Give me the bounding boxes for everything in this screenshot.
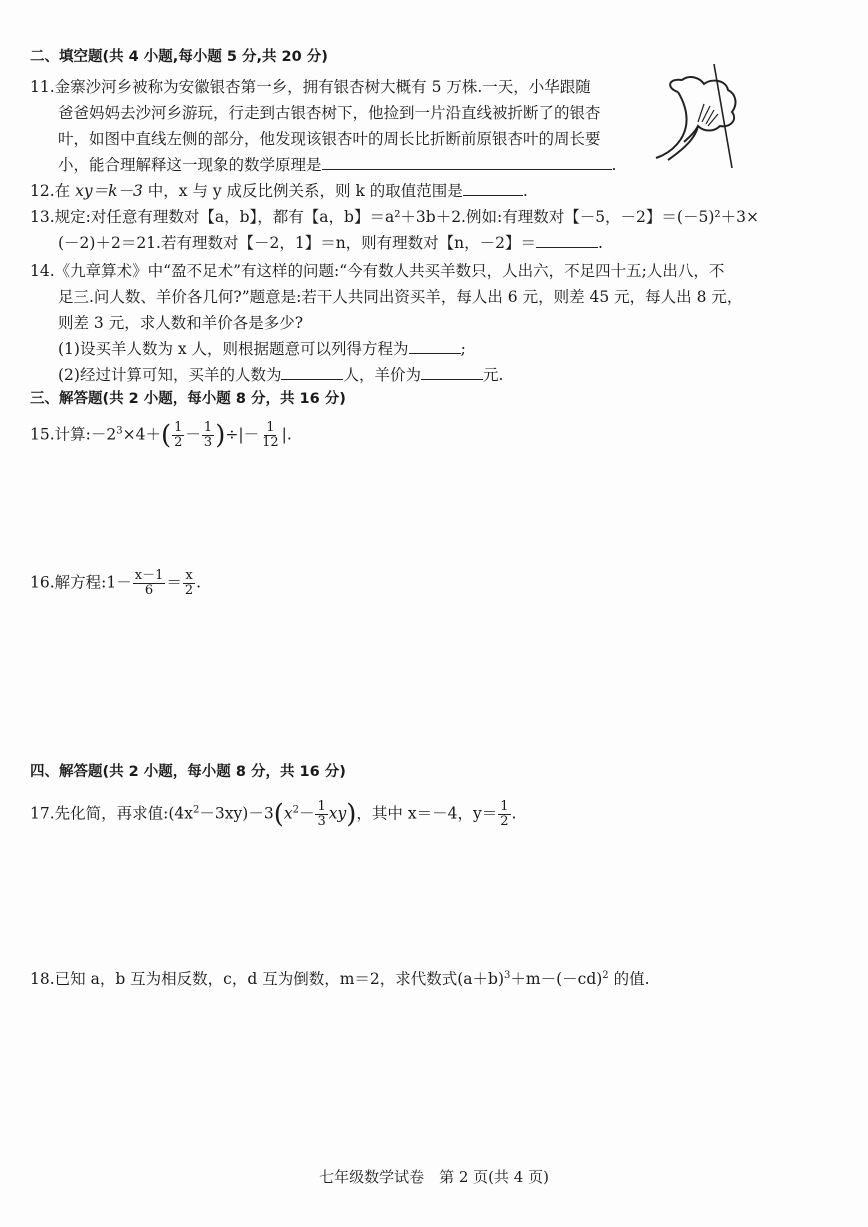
- q16-end: .: [196, 573, 202, 592]
- q17-end: .: [511, 804, 517, 823]
- q11-answer-blank[interactable]: [322, 155, 612, 170]
- q15-minus: －: [185, 425, 201, 444]
- q18-middle: ＋m－(－cd): [510, 970, 603, 989]
- q15-end: |.: [281, 425, 292, 444]
- ginkgo-leaf-figure: [648, 60, 758, 170]
- q14-sub-1: [58, 339, 466, 359]
- q15-right-paren: ): [215, 420, 226, 451]
- q17-part-1: －3xy)－3: [199, 804, 274, 823]
- q15-times: ×4＋: [122, 425, 161, 444]
- q15: [30, 421, 292, 450]
- q18: [30, 966, 650, 989]
- q14-sub-2: [58, 365, 503, 385]
- q14-line-3: 则差 3 元，求人数和羊价各是多少?: [58, 314, 304, 332]
- q14-sub-1-blank[interactable]: [409, 339, 461, 354]
- q13-text: (－2)＋2＝21.若有理数对【－2，1】＝n，则有理数对【n，－2】＝: [58, 234, 537, 252]
- q17-fraction-1: [315, 800, 327, 829]
- section-2-header: 二、填空题(共 4 小题,每小题 5 分,共 20 分): [30, 49, 328, 65]
- q16-f1-num: x－1: [134, 568, 164, 583]
- q16-fraction-1: [133, 569, 166, 598]
- q15-answer-area[interactable]: [30, 448, 830, 558]
- q15-fraction-2: [202, 421, 214, 450]
- q16-fraction-2: [183, 569, 195, 598]
- q15-f1-den: 2: [174, 435, 183, 450]
- q17-left-paren: (: [273, 799, 284, 830]
- q14-line-1: 14.《九章算术》中“盈不足术”有这样的问题:“今有数人共买羊数只，人出六，不足四十五;人出八，不: [30, 262, 725, 280]
- q13-line-2: [58, 233, 603, 253]
- q11-line-2: 爸爸妈妈去沙河乡游玩，行走到古银杏树下，他捡到一片沿直线被折断了的银杏: [58, 104, 601, 122]
- q17-f1-num: 1: [317, 799, 326, 814]
- q17-f2-num: 1: [500, 799, 509, 814]
- q11-line-1: 11.金寨沙河乡被称为安徽银杏第一乡，拥有银杏树大概有 5 万株.一天，小华跟随: [30, 78, 591, 96]
- q15-f3-num: 1: [266, 420, 275, 435]
- q17-minus: －: [298, 804, 315, 823]
- section-4-header: 四、解答题(共 2 小题，每小题 8 分，共 16 分): [30, 764, 346, 780]
- q18-prefix: 18.已知 a，b 互为相反数，c，d 互为倒数，m＝2，求代数式(a＋b): [30, 970, 505, 989]
- q15-f3-den: 12: [262, 435, 279, 450]
- q17-right-paren: ): [346, 799, 357, 830]
- q17-f2-den: 2: [500, 814, 509, 829]
- q16-equals: ＝: [166, 573, 182, 592]
- q14-sub-1-text: (1)设买羊人数为 x 人，则根据题意可以列得方程为: [58, 340, 409, 358]
- q13-line-1: 13.规定:对任意有理数对【a，b】，都有【a，b】＝a²＋3b＋2.例如:有理数对【－5，－2】＝(－5)²＋3×: [30, 208, 759, 226]
- q14-people-blank[interactable]: [281, 365, 343, 380]
- q16-f2-num: x: [185, 568, 193, 583]
- q15-left-paren: (: [160, 420, 172, 451]
- q12-expression: xy＝k－3: [75, 182, 143, 200]
- q16-f1-den: 6: [144, 583, 154, 598]
- section-3-header: 三、解答题(共 2 小题，每小题 8 分，共 16 分): [30, 391, 346, 407]
- q15-fraction-3: [260, 421, 281, 450]
- q16-f2-den: 2: [184, 583, 194, 598]
- q11-line-4: [58, 155, 616, 175]
- q16: [30, 569, 201, 598]
- q17-f1-den: 3: [317, 814, 326, 829]
- q17-condition: ，其中 x＝－4，y＝: [356, 804, 498, 823]
- q12-answer-blank[interactable]: [463, 181, 523, 196]
- q15-exponent: 3: [116, 425, 123, 437]
- q14-sub-2-end: 元.: [482, 366, 504, 384]
- q11-period: .: [611, 156, 617, 174]
- q15-prefix: 15.计算:－2: [30, 425, 117, 444]
- q11-line-3: 叶，如图中直线左侧的部分，他发现该银杏叶的周长比折断前原银杏叶的周长要: [58, 130, 601, 148]
- q14-sub-2-text: (2)经过计算可知，买羊的人数为: [58, 366, 282, 384]
- q17-exponent-1: 2: [193, 804, 200, 816]
- q18-exponent-2: 2: [602, 970, 609, 981]
- q15-fraction-1: [172, 421, 184, 450]
- q15-f2-den: 3: [203, 435, 213, 450]
- q12-prefix: 12.在: [30, 182, 76, 200]
- q17-exponent-2: 2: [292, 804, 299, 816]
- q15-f2-num: 1: [203, 420, 213, 435]
- q18-answer-area[interactable]: [30, 995, 830, 1145]
- page-footer: 七年级数学试卷 第 2 页(共 4 页): [319, 1168, 549, 1186]
- q18-end: 的值.: [608, 970, 650, 989]
- q12-period: .: [522, 182, 528, 200]
- q14-sub-1-end: ;: [460, 340, 466, 358]
- q16-prefix: 16.解方程:1－: [30, 573, 132, 592]
- q14-line-2: 足三.问人数、羊价各几何?”题意是:若干人共同出资买羊，每人出 6 元，则差 45 元，每人出 8 元，: [58, 288, 743, 306]
- q17-var-x: x: [283, 804, 293, 823]
- q18-exponent-1: 3: [504, 970, 511, 981]
- q17-fraction-2: [498, 800, 510, 829]
- q12-text: 中，x 与 y 成反比例关系，则 k 的取值范围是: [142, 182, 463, 200]
- q16-answer-area[interactable]: [30, 600, 830, 750]
- q17: [30, 800, 516, 829]
- q11-prompt: 小，能合理解释这一现象的数学原理是: [58, 156, 322, 174]
- q15-divide: ÷|－: [225, 425, 260, 444]
- q17-answer-area[interactable]: [30, 832, 830, 952]
- q17-xy: xy: [328, 804, 347, 823]
- q13-period: .: [598, 234, 603, 252]
- q17-prefix: 17.先化简，再求值:(4x: [30, 804, 194, 823]
- q15-f1-num: 1: [174, 420, 183, 435]
- q14-sub-2-middle: 人，羊价为: [343, 366, 421, 384]
- q12: [30, 181, 528, 201]
- q14-price-blank[interactable]: [421, 365, 483, 380]
- q13-answer-blank[interactable]: [536, 233, 598, 248]
